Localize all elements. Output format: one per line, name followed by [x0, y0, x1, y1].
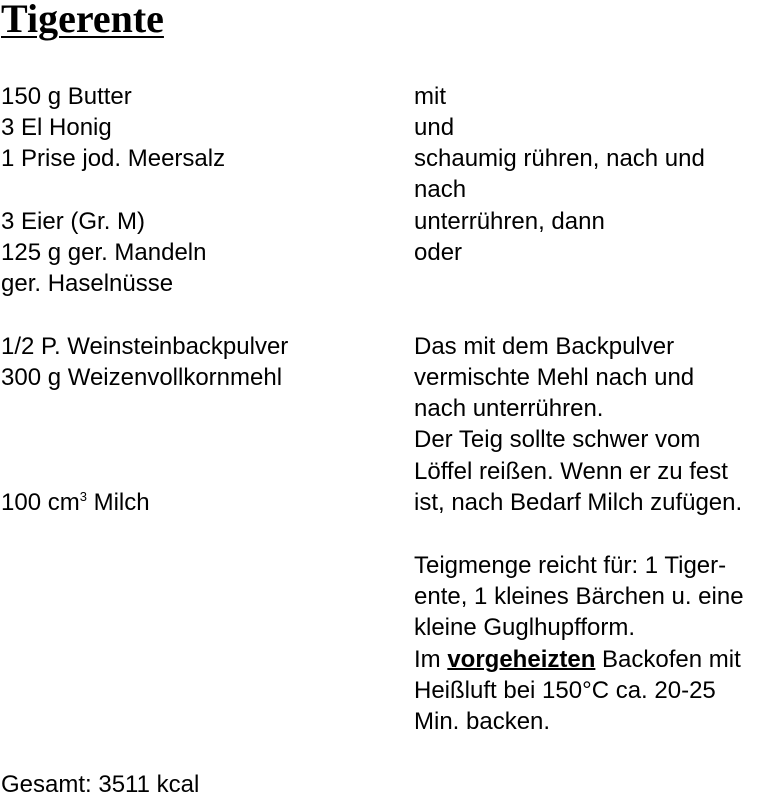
instruction-line: Der Teig sollte schwer vom — [414, 426, 701, 453]
ingredient-milk — [1, 487, 150, 518]
instruction-line: und — [414, 114, 455, 141]
ingredient-salt: 1 Prise jod. Meersalz — [1, 145, 226, 172]
total-calories: Gesamt: 3511 kcal — [1, 771, 200, 798]
ingredient-flour: 300 g Weizenvollkornmehl — [1, 364, 283, 391]
oven-emphasis: vorgeheizten — [447, 646, 596, 673]
oven-temperature: Heißluft bei 150°C ca. 20-25 — [414, 677, 716, 704]
ingredient-baking-powder: 1/2 P. Weinsteinbackpulver — [1, 333, 289, 360]
ingredient-hazelnuts: ger. Haselnüsse — [1, 270, 174, 297]
oven-suffix: Backofen mit — [595, 646, 741, 673]
ingredient-almonds: 125 g ger. Mandeln — [1, 239, 207, 266]
milk-unit-superscript: 3 — [79, 489, 87, 504]
milk-amount: 100 cm — [1, 489, 80, 516]
recipe-title: Tigerente — [1, 0, 164, 41]
ingredient-butter: 150 g Butter — [1, 83, 132, 110]
instruction-line: unterrühren, dann — [414, 208, 605, 235]
instruction-line: schaumig rühren, nach und — [414, 145, 705, 172]
instruction-line: nach — [414, 176, 467, 203]
instruction-line: ist, nach Bedarf Milch zufügen. — [414, 489, 743, 516]
ingredient-eggs: 3 Eier (Gr. M) — [1, 208, 146, 235]
instruction-line: oder — [414, 239, 463, 266]
instruction-line: mit — [414, 83, 446, 110]
instruction-line: Löffel reißen. Wenn er zu fest — [414, 458, 728, 485]
instruction-line: kleine Guglhupfform. — [414, 614, 636, 641]
milk-name: Milch — [86, 489, 150, 516]
instruction-line: vermischte Mehl nach und — [414, 364, 695, 391]
oven-time: Min. backen. — [414, 708, 551, 735]
instruction-line: nach unterrühren. — [414, 395, 604, 422]
ingredient-honey: 3 El Honig — [1, 114, 112, 141]
oven-instruction — [414, 644, 741, 675]
oven-prefix: Im — [414, 646, 448, 673]
instruction-line: ente, 1 kleines Bärchen u. eine — [414, 583, 744, 610]
instruction-line: Das mit dem Backpulver — [414, 333, 675, 360]
instruction-line: Teigmenge reicht für: 1 Tiger- — [414, 552, 727, 579]
